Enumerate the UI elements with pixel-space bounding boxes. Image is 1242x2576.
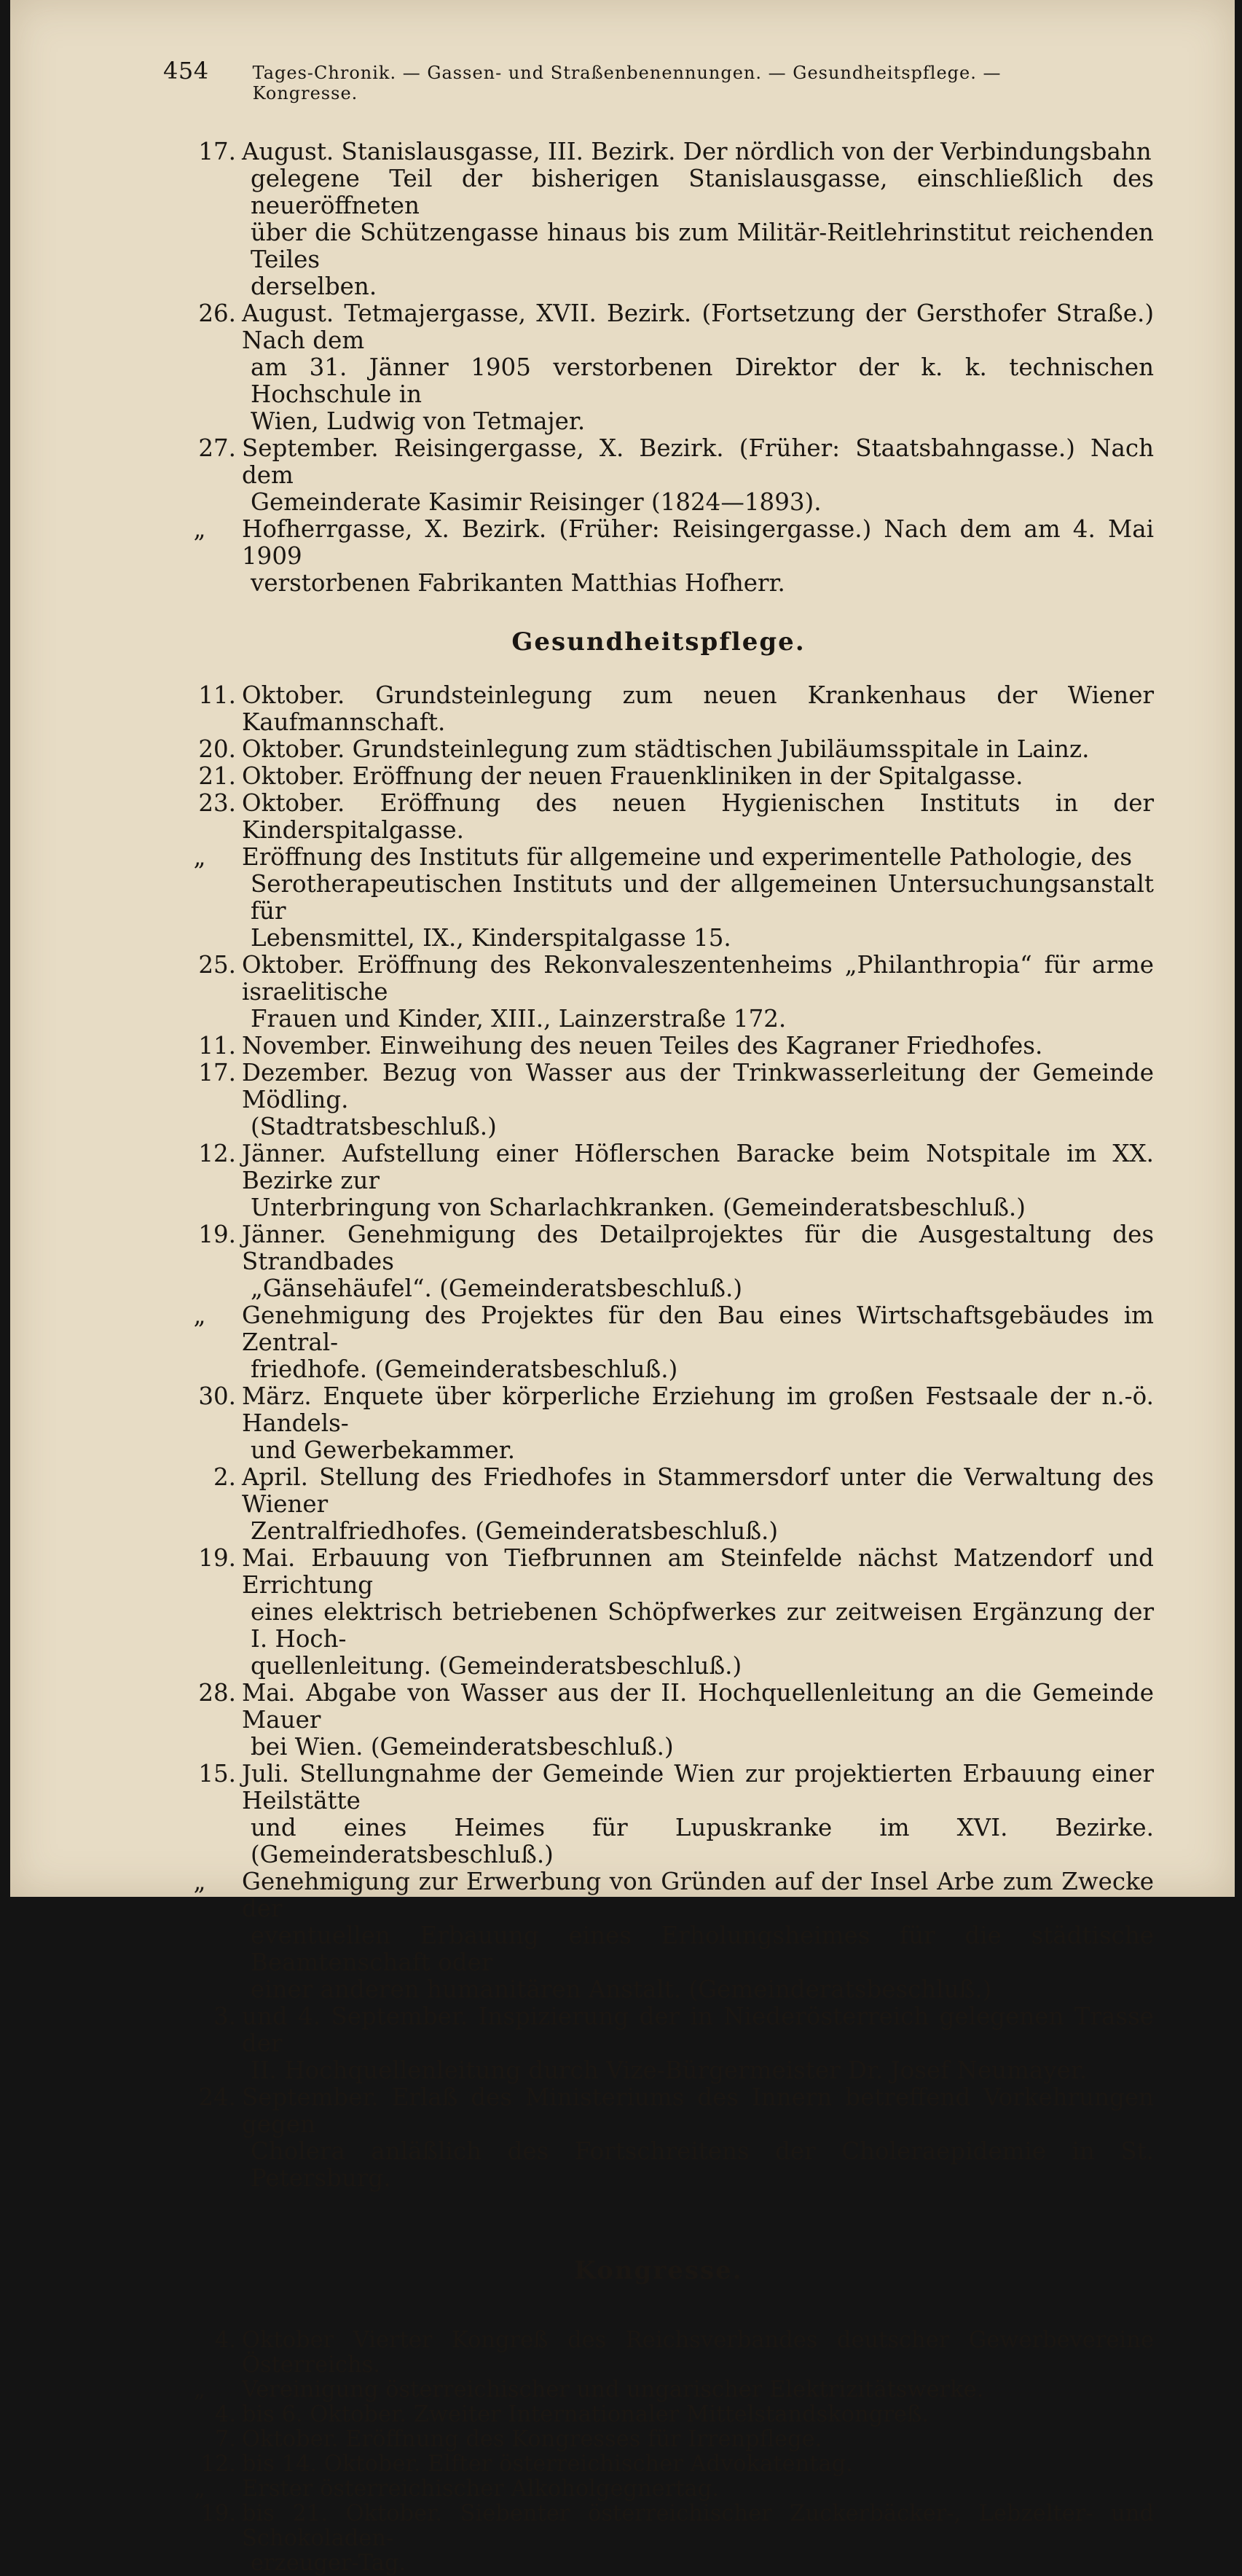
- entry-date-number: 23.: [198, 789, 236, 817]
- entry-line: verstorbenen Fabrikanten Matthias Hofherr.: [251, 569, 785, 597]
- entry-line: November. Einweihung des neuen Teiles des Kagraner Friedhofes.: [242, 1032, 1043, 1060]
- entry-text: [242, 2378, 1154, 2403]
- entry-date-number: 21.: [198, 762, 236, 790]
- chronicle-entry: [163, 1545, 1154, 1680]
- entry-line: eines elektrisch betriebenen Schöpfwerkes zur zeitweisen Ergänzung der I. Hoch-: [251, 1598, 1154, 1653]
- entry-text: [242, 682, 1154, 736]
- entry-line: Oktober. Eröffnung der neuen Frauenkliniken in der Spitalgasse.: [242, 762, 1023, 790]
- book-page: [10, 0, 1235, 2576]
- entry-date-number: 7.: [214, 2427, 236, 2452]
- entry-date-number: „: [193, 1868, 206, 1895]
- entry-date-number: 3.: [213, 2003, 236, 2030]
- entry-line: Lebensmittel, IX., Kinderspitalgasse 15.: [251, 924, 731, 952]
- entry-line: Eröffnung des Instituts für allgemeine und experimentelle Pathologie, des: [242, 843, 1133, 871]
- chronicle-entry: [163, 2084, 1154, 2192]
- entry-line: Zentralfriedhofes. (Gemeinderatsbeschluß.): [251, 1517, 779, 1545]
- entry-line: bis 14. Oktober. Elfter österreichischer Advokatentag.: [242, 2451, 853, 2477]
- page-number: 454: [163, 57, 209, 85]
- entry-line: Dezember. Bezug von Wasser aus der Trinkwasserleitung der Gemeinde Mödling.: [242, 1059, 1154, 1113]
- entry-line: am 31. Jänner 1905 verstorbenen Direktor der k. k. technischen Hochschule in: [251, 353, 1154, 408]
- entry-date-number: 20.: [198, 735, 236, 763]
- entry-text: [242, 1464, 1154, 1545]
- entry-line: Hofherrgasse, X. Bezirk. (Früher: Reisingergasse.) Nach dem am 4. Mai 1909: [242, 515, 1154, 570]
- chronicle-entry: [163, 1033, 1154, 1060]
- entry-line: (Stadtratsbeschluß.): [251, 1113, 497, 1140]
- entry-line: Genehmigung zur Erwerbung von Gründen auf der Insel Arbe zum Zwecke der: [242, 1868, 1154, 1922]
- street-naming-list: [163, 138, 1154, 597]
- entry-date-number: 11.: [198, 681, 236, 709]
- entry-text: [242, 1140, 1154, 1221]
- entry-line: quellenleitung. (Gemeinderatsbeschluß.): [251, 1652, 742, 1680]
- section-title-gesundheitspflege: Gesundheitspflege.: [511, 627, 806, 657]
- congress-list: [163, 2328, 1154, 2576]
- chronicle-entry: [163, 2403, 1154, 2427]
- entry-date-number: 12.: [200, 2451, 236, 2477]
- entry-line: Genehmigung des Projektes für den Bau eines Wirtschaftsgebäudes im Zentral-: [242, 1301, 1154, 1356]
- chronicle-entry: [163, 844, 1154, 952]
- entry-text: [242, 435, 1154, 516]
- entry-line: August. Stanislausgasse, III. Bezirk. Der nördlich von der Verbindungsbahn: [242, 138, 1152, 165]
- chronicle-entry: [163, 2378, 1154, 2403]
- entry-text: [242, 2427, 1154, 2452]
- chronicle-entry: [163, 1383, 1154, 1464]
- entry-line: einer anderen humanitären Anstalt. (Gemeinderatsbeschluß.): [251, 1976, 992, 2003]
- chronicle-entry: [163, 763, 1154, 790]
- running-title: Tages-Chronik. — Gassen- und Straßenbenennungen. — Gesundheitspflege. — Kongresse.: [252, 63, 1002, 103]
- entry-line: bis 6. Oktober. Zweiter Internationaler Mittelstandskongreß.: [242, 2402, 929, 2427]
- entry-line: September. Erlaß des Ministeriums des Innern betreffend Vorkehrungen gegen: [242, 2083, 1154, 2138]
- entry-line: Oktober. Grundsteinlegung zum städtischen Jubiläumsspitale in Lainz.: [242, 735, 1090, 763]
- entry-date-number: 4.: [214, 2402, 236, 2427]
- entry-date-number: 4.: [214, 2328, 236, 2353]
- entry-date-number: 2.: [213, 1463, 236, 1491]
- entry-line: bei Wien. (Gemeinderatsbeschluß.): [251, 1733, 674, 1761]
- entry-line: Oktober. Eröffnung des Kongresses für Irrenpflege.: [242, 2427, 822, 2452]
- chronicle-entry: [163, 1761, 1154, 1868]
- chronicle-entry: [163, 300, 1154, 435]
- chronicle-entry: [163, 2452, 1154, 2477]
- entry-text: [242, 2084, 1154, 2192]
- entry-line: Oktober. Eröffnung des Rekonvaleszentenheims „Philanthropia“ für arme israelitische: [242, 951, 1154, 1006]
- chronicle-entry: [163, 138, 1154, 300]
- entry-line: Juli. Stellungnahme der Gemeinde Wien zur projektierten Erbauung einer Heilstätte: [242, 1760, 1154, 1814]
- entry-text: [242, 2477, 1154, 2502]
- chronicle-entry: [163, 2427, 1154, 2452]
- entry-date-number: „: [193, 515, 206, 543]
- chronicle-entry: [163, 1302, 1154, 1383]
- chronicle-entry: [163, 2003, 1154, 2084]
- entry-text: [242, 1383, 1154, 1464]
- entry-text: [242, 1060, 1154, 1140]
- entry-text: [242, 844, 1154, 952]
- entry-date-number: 25.: [198, 951, 236, 979]
- entry-date-number: 27.: [198, 434, 236, 462]
- chronicle-entry: [163, 1140, 1154, 1221]
- page-content: [163, 138, 1154, 2576]
- entry-text: [242, 2403, 1154, 2427]
- chronicle-entry: [163, 2328, 1154, 2378]
- entry-text: [242, 2328, 1154, 2378]
- entry-line: Mai. Abgabe von Wasser aus der II. Hochquellenleitung an die Gemeinde Mauer: [242, 1679, 1154, 1734]
- entry-date-number: 11.: [198, 1032, 236, 1060]
- entry-line: September. Reisingergasse, X. Bezirk. (Früher: Staatsbahngasse.) Nach dem: [242, 434, 1154, 489]
- entry-text: [242, 1302, 1154, 1383]
- entry-date-number: 24.: [198, 2083, 236, 2111]
- chronicle-entry: [163, 1221, 1154, 1302]
- entry-line: friedhofe. (Gemeinderatsbeschluß.): [251, 1355, 678, 1383]
- entry-text: [242, 2003, 1154, 2084]
- entry-date-number: „: [193, 843, 206, 871]
- entry-line: und Gewerbekammer.: [251, 1436, 516, 1464]
- entry-line: April. Stellung des Friedhofes in Stammersdorf unter die Verwaltung des Wiener: [242, 1463, 1154, 1518]
- chronicle-entry: [163, 435, 1154, 516]
- entry-line: derselben.: [251, 273, 377, 300]
- entry-line: August. Tetmajergasse, XVII. Bezirk. (Fortsetzung der Gersthofer Straße.) Nach dem: [242, 300, 1154, 354]
- entry-line: Vereinigung österreichischer und ungarischer Elektrizitätswerke.: [242, 2377, 984, 2403]
- entry-date-number: 19.: [198, 1544, 236, 1572]
- entry-line: Wien, Ludwig von Tetmajer.: [251, 407, 586, 435]
- entry-date-number: 15.: [198, 1760, 236, 1788]
- entry-line: II. Hochquellenleitung durch Vize-Bürgermeister Dr. Josef Neumayer.: [251, 2056, 1088, 2084]
- entry-line: bis 21. Oktober. Siebenter österreichischer Zuckerbäcker-, Lebzelter- und Schokoladen-: [242, 2501, 1154, 2551]
- chronicle-entry: [163, 2477, 1154, 2502]
- entry-text: [242, 1545, 1154, 1680]
- entry-line: Gemeinderate Kasimir Reisinger (1824—1893).: [251, 488, 822, 516]
- page-header: [163, 57, 1096, 103]
- entry-text: [242, 763, 1154, 790]
- chronicle-entry: [163, 516, 1154, 597]
- entry-line: und eines Heimes für Lupuskranke im XVI. Bezirke. (Gemeinderatsbeschluß.): [251, 1814, 1154, 1868]
- entry-line: Oktober. Grundsteinlegung zum neuen Krankenhaus der Wiener Kaufmannschaft.: [242, 681, 1154, 736]
- entry-line: Mai. Erbauung von Tiefbrunnen am Steinfelde nächst Matzendorf und Errichtung: [242, 1544, 1154, 1599]
- entry-date-number: 26.: [198, 300, 236, 327]
- entry-text: [242, 790, 1154, 844]
- health-care-list: [163, 682, 1154, 2192]
- entry-text: [242, 2452, 1154, 2477]
- chronicle-entry: [163, 1680, 1154, 1761]
- entry-text: [242, 1761, 1154, 1868]
- entry-text: [242, 1868, 1154, 2003]
- chronicle-entry: [163, 790, 1154, 844]
- entry-text: [242, 1680, 1154, 1761]
- entry-text: [242, 1033, 1154, 1060]
- entry-date-number: 19.: [200, 2501, 236, 2526]
- entry-line: erzeuger-Tag.: [251, 2550, 406, 2576]
- entry-line: und 4. September. Inspizierung der in Niederösterreich gelegenen Trasse der: [242, 2003, 1154, 2057]
- entry-text: [242, 2502, 1154, 2576]
- entry-date-number: 17.: [198, 138, 236, 165]
- entry-date-number: 19.: [198, 1221, 236, 1248]
- entry-text: [242, 516, 1154, 597]
- section-title-kongresse: Kongresse.: [574, 2256, 743, 2285]
- chronicle-entry: [163, 736, 1154, 763]
- chronicle-entry: [163, 1464, 1154, 1545]
- entry-date-number: „: [194, 2476, 205, 2502]
- entry-text: [242, 138, 1154, 300]
- entry-line: gelegene Teil der bisherigen Stanislausgasse, einschließlich des neueröffneten: [251, 165, 1154, 219]
- chronicle-entry: [163, 2502, 1154, 2576]
- entry-date-number: „: [194, 2377, 205, 2403]
- entry-date-number: „: [193, 1301, 206, 1329]
- entry-line: Unterbringung von Scharlachkranken. (Gemeinderatsbeschluß.): [251, 1194, 1026, 1221]
- entry-date-number: 12.: [198, 1140, 236, 1167]
- entry-line: über die Schützengasse hinaus bis zum Militär-Reitlehrinstitut reichenden Teiles: [251, 219, 1154, 273]
- entry-text: [242, 300, 1154, 435]
- entry-line: Frauen und Kinder, XIII., Lainzerstraße 172.: [251, 1005, 787, 1033]
- entry-text: [242, 1221, 1154, 1302]
- entry-date-number: 17.: [198, 1059, 236, 1087]
- entry-line: Cholera anläßlich des Fortschreitens der Choleraepidemie in St. Petersburg.: [251, 2137, 1154, 2192]
- entry-line: Oktober. Eröffnung des neuen Hygienischen Instituts in der Kinderspitalgasse.: [242, 789, 1154, 844]
- entry-line: Oktober Vierter Kongreß des Reichsverbandes deutscher Gewerbevereine Österreichs.: [242, 2328, 1154, 2378]
- entry-line: Jänner. Genehmigung des Detailprojektes für die Ausgestaltung des Strandbades: [242, 1221, 1154, 1275]
- entry-line: Jänner. Aufstellung einer Höflerschen Baracke beim Notspitale im XX. Bezirke zur: [242, 1140, 1154, 1194]
- chronicle-entry: [163, 952, 1154, 1033]
- chronicle-entry: [163, 1060, 1154, 1140]
- entry-date-number: 28.: [198, 1679, 236, 1707]
- entry-text: [242, 736, 1154, 763]
- chronicle-entry: [163, 1868, 1154, 2003]
- entry-line: Serotherapeutischen Instituts und der allgemeinen Untersuchungsanstalt für: [251, 870, 1154, 925]
- chronicle-entry: [163, 682, 1154, 736]
- entry-date-number: 30.: [198, 1382, 236, 1410]
- entry-text: [242, 952, 1154, 1033]
- entry-line: eventuellen Erbauung eines Erholungsheimes für die städtische Beamtenschaft oder: [251, 1922, 1154, 1976]
- entry-line: März. Enquete über körperliche Erziehung im großen Festsaale der n.-ö. Handels-: [242, 1382, 1154, 1437]
- entry-line: „Gänsehäufel“. (Gemeinderatsbeschluß.): [251, 1275, 743, 1302]
- entry-line: Erster österreichischer Alkoholgegnertag.: [242, 2476, 719, 2502]
